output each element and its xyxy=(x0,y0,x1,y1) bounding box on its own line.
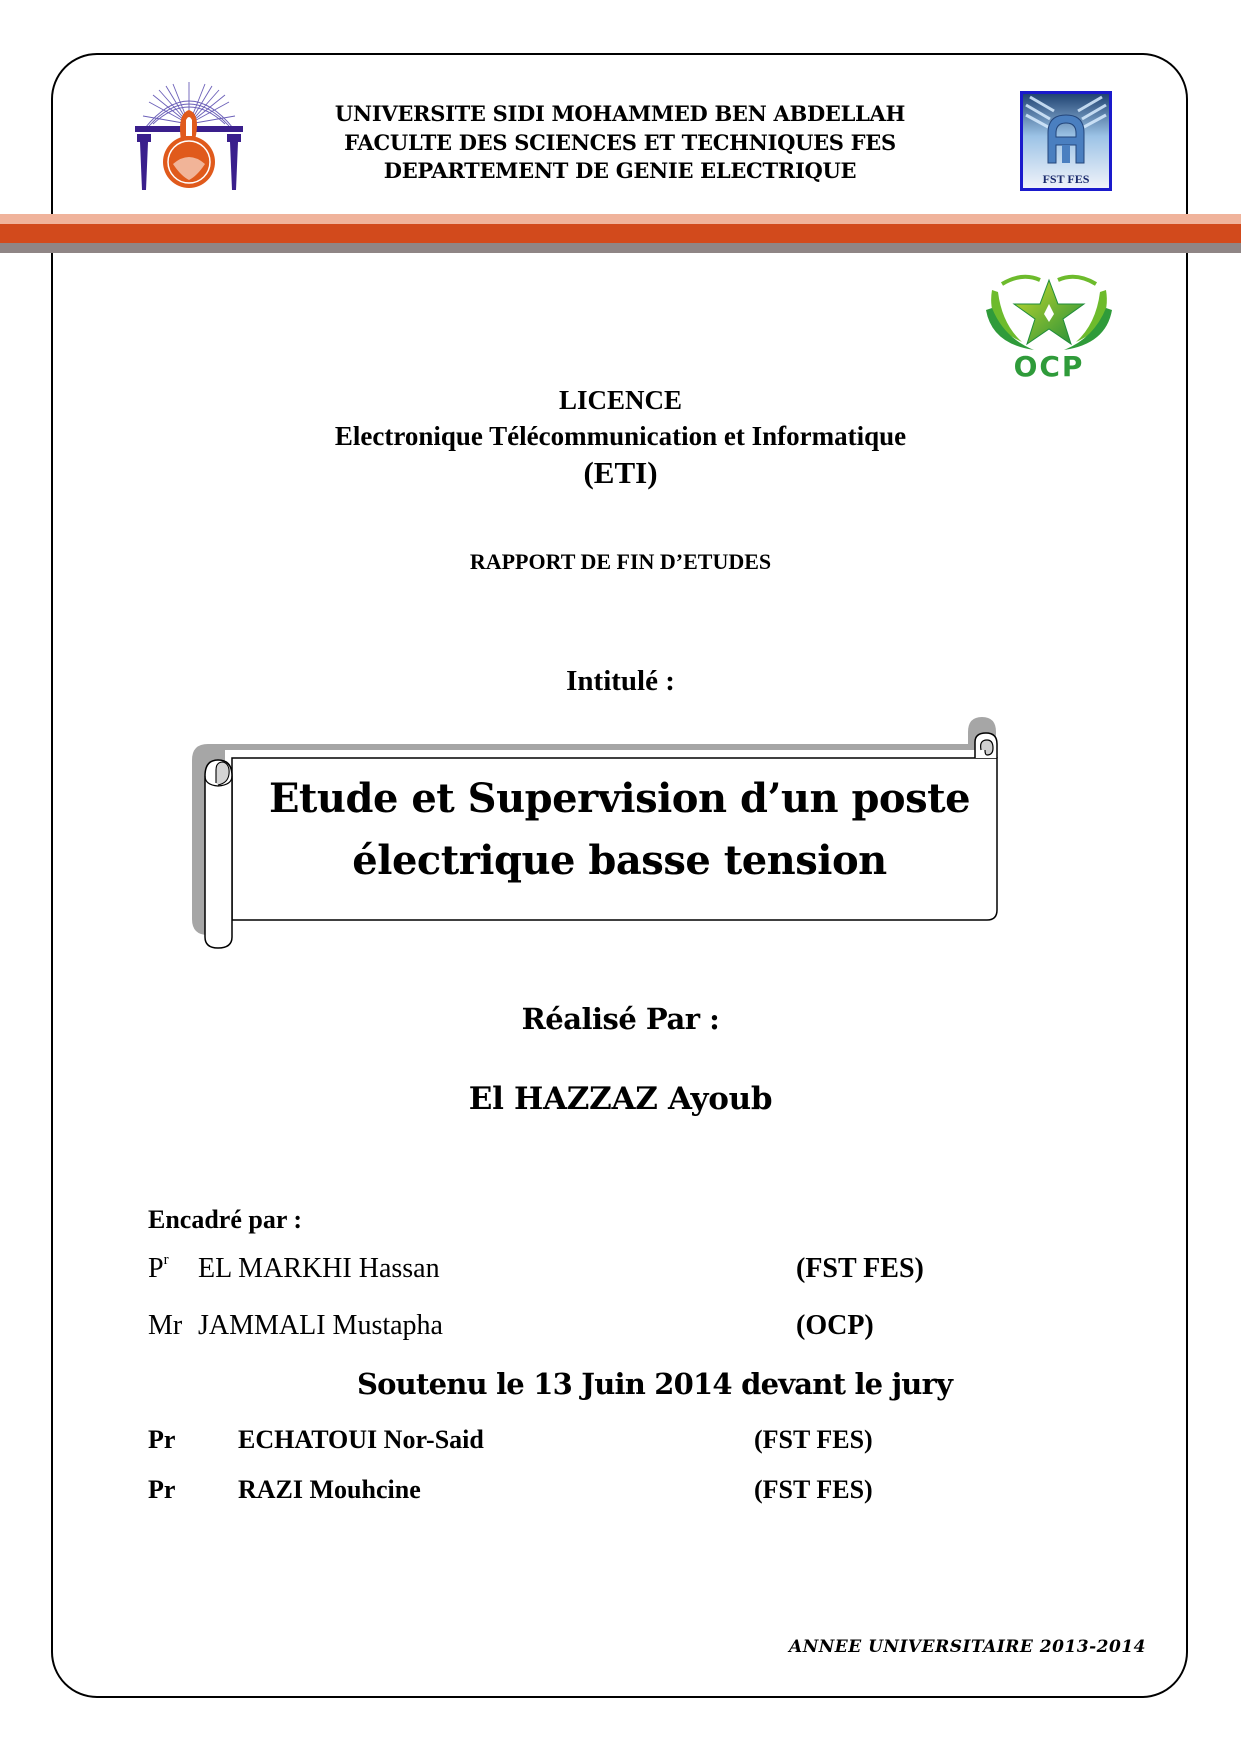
jury-affiliation: (FST FES) xyxy=(754,1475,873,1504)
supervisor-name: EL MARKHI Hassan xyxy=(198,1253,440,1284)
jury-member-row xyxy=(148,1425,484,1455)
header-band-orange xyxy=(0,224,1241,243)
jury-name: RAZI Mouhcine xyxy=(238,1475,421,1504)
defense-statement: Soutenu le 13 Juin 2014 devant le jury xyxy=(357,1367,953,1401)
supervisor-row xyxy=(148,1253,440,1285)
fst-fes-logo xyxy=(1020,91,1112,191)
jury-title: Pr xyxy=(148,1475,176,1504)
supervisor-row xyxy=(148,1310,443,1342)
jury-name: ECHATOUI Nor-Said xyxy=(238,1425,484,1454)
university-name: UNIVERSITE SIDI MOHAMMED BEN ABDELLAH xyxy=(334,101,906,126)
report-title-line2: électrique basse tension xyxy=(352,837,887,884)
supervisor-name: JAMMALI Mustapha xyxy=(198,1310,443,1341)
ocp-logo-text: OCP xyxy=(1013,350,1085,382)
degree-level: LICENCE xyxy=(558,385,683,415)
report-type: RAPPORT DE FIN D’ETUDES xyxy=(469,549,772,574)
author-label: Réalisé Par : xyxy=(521,1002,720,1036)
degree-abbreviation: (ETI) xyxy=(583,455,658,490)
report-title-line1: Etude et Supervision d’un poste xyxy=(268,775,971,822)
institution-header xyxy=(300,100,940,186)
jury-title: Pr xyxy=(148,1425,176,1454)
academic-year: ANNEE UNIVERSITAIRE 2013-2014 xyxy=(789,1637,1146,1657)
usmba-university-logo xyxy=(133,80,245,192)
supervisor-affiliation: (OCP) xyxy=(796,1310,874,1341)
fst-logo-text: FST FES xyxy=(1042,172,1090,186)
header-band-light xyxy=(0,214,1241,224)
report-title xyxy=(232,768,1007,892)
faculty-name: FACULTE DES SCIENCES ET TECHNIQUES FES xyxy=(344,129,896,155)
jury-member-row xyxy=(148,1475,421,1505)
jury-affiliation: (FST FES) xyxy=(754,1425,873,1454)
supervisors-label: Encadré par : xyxy=(148,1205,303,1234)
department-name: DEPARTEMENT DE GENIE ELECTRIQUE xyxy=(383,158,857,183)
supervisor-affiliation: (FST FES) xyxy=(796,1253,924,1284)
author-name: El HAZZAZ Ayoub xyxy=(468,1081,773,1117)
supervisor-title: $P^r$ xyxy=(148,1251,169,1284)
ocp-logo xyxy=(982,270,1116,382)
title-label: Intitulé : xyxy=(566,665,675,697)
supervisor-title: Mr xyxy=(148,1310,183,1341)
header-band-gray xyxy=(0,243,1241,253)
degree-program: Electronique Télécommunication et Informatique xyxy=(334,421,907,451)
